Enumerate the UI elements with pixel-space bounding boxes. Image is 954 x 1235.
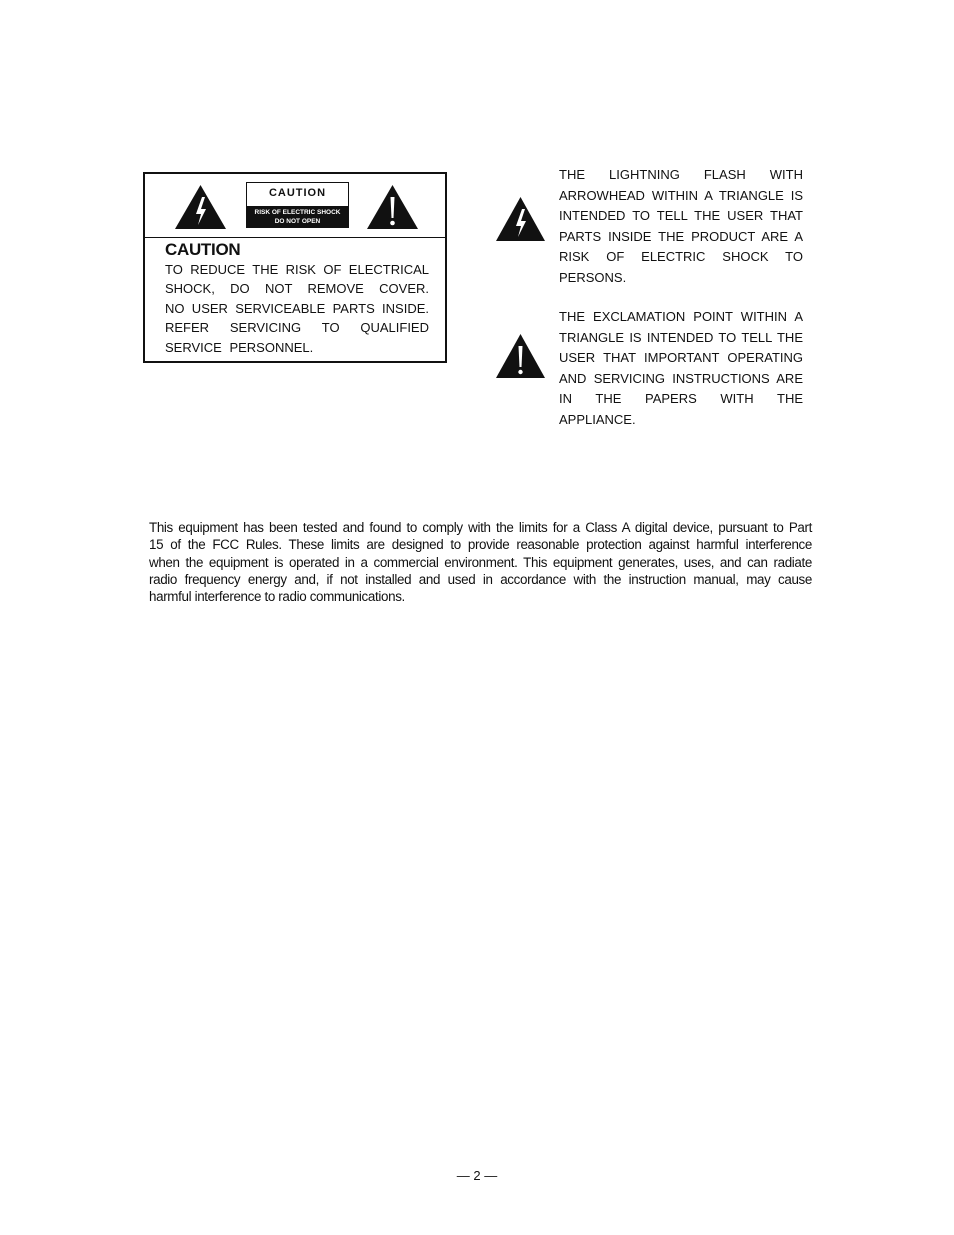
- caution-heading: CAUTION: [165, 240, 241, 259]
- plate-band-line2: DO NOT OPEN: [274, 218, 321, 225]
- lightning-note: [559, 165, 803, 288]
- plate-title: CAUTION: [268, 187, 327, 199]
- lightning-note-line: RISK OF ELECTRIC SHOCK TO: [559, 249, 803, 264]
- page-number: — 2 —: [456, 1168, 498, 1183]
- exclamation-note-line: THE EXCLAMATION POINT WITHIN A: [559, 309, 803, 324]
- lightning-triangle-icon: [495, 196, 546, 242]
- caution-label-header: [145, 174, 445, 238]
- exclamation-triangle-icon: [495, 333, 546, 379]
- lightning-note-line: INTENDED TO TELL THE USER THAT: [559, 208, 803, 223]
- fcc-line: harmful interference to radio communications.: [149, 589, 405, 605]
- caution-line: TO REDUCE THE RISK OF ELECTRICAL: [165, 262, 429, 277]
- caution-line: SERVICE PERSONNEL.: [165, 339, 314, 355]
- fcc-statement: [149, 519, 812, 605]
- lightning-note-line: ARROWHEAD WITHIN A TRIANGLE IS: [559, 187, 803, 203]
- caution-line: SHOCK, DO NOT REMOVE COVER.: [165, 281, 429, 297]
- fcc-line: when the equipment is operated in a commercial environment. This equipment generates, uses, and can radiate: [149, 554, 812, 570]
- fcc-line: This equipment has been tested and found to comply with the limits for a Class A digital device, pursuant to Part: [149, 520, 812, 535]
- lightning-note-line: THE LIGHTNING FLASH WITH: [559, 167, 803, 182]
- lightning-note-line: PARTS INSIDE THE PRODUCT ARE A: [559, 228, 803, 244]
- caution-plate: [246, 182, 349, 228]
- caution-label-box: [143, 172, 447, 363]
- exclamation-triangle-icon: [365, 183, 420, 231]
- exclamation-note: [559, 307, 803, 430]
- plate-warning-band: [247, 206, 348, 228]
- plate-band-line1: RISK OF ELECTRIC SHOCK: [254, 209, 341, 216]
- fcc-line: radio frequency energy and, if not installed and used in accordance with the instruction manual, may cause: [149, 571, 812, 587]
- lightning-triangle-icon: [173, 183, 228, 231]
- caution-text: [165, 260, 429, 357]
- exclamation-note-line: APPLIANCE.: [559, 411, 636, 427]
- lightning-note-line: PERSONS.: [559, 269, 627, 285]
- exclamation-note-line: IN THE PAPERS WITH THE: [559, 391, 803, 406]
- exclamation-note-line: AND SERVICING INSTRUCTIONS ARE: [559, 370, 803, 386]
- caution-line: NO USER SERVICEABLE PARTS INSIDE.: [165, 300, 429, 316]
- exclamation-note-line: TRIANGLE IS INTENDED TO TELL THE: [559, 329, 803, 345]
- fcc-line: 15 of the FCC Rules. These limits are designed to provide reasonable protection against harmful interference: [149, 537, 812, 553]
- exclamation-note-line: USER THAT IMPORTANT OPERATING: [559, 350, 803, 365]
- caution-line: REFER SERVICING TO QUALIFIED: [165, 320, 429, 336]
